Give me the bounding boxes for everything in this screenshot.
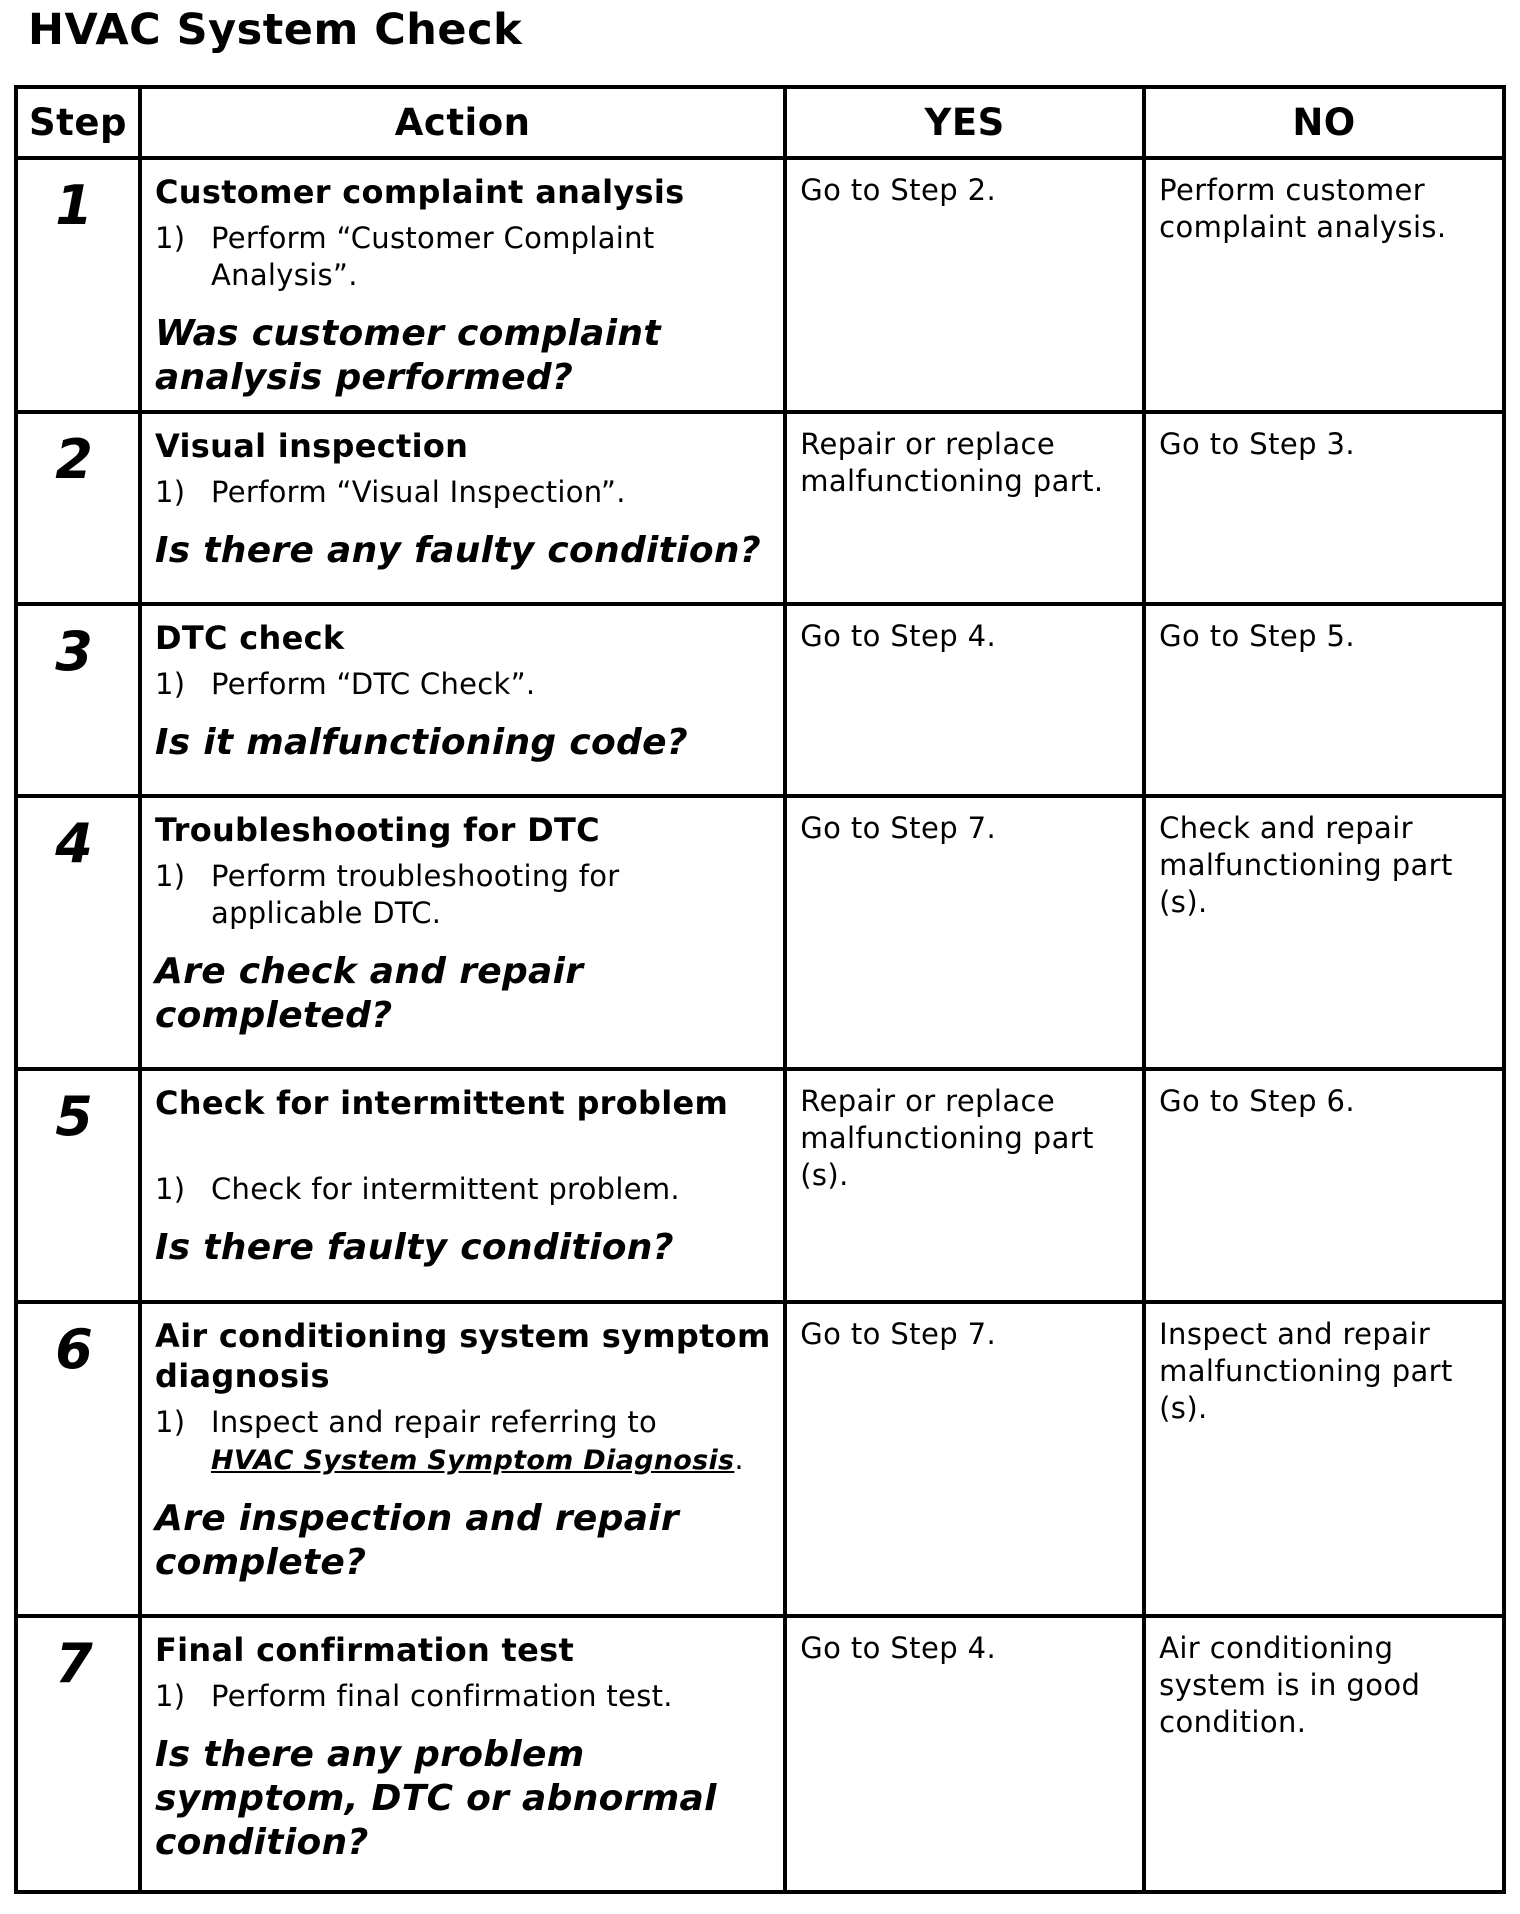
sub-step-text: Perform troubleshooting for applicable DTC. bbox=[211, 859, 620, 930]
hvac-check-table bbox=[14, 85, 1506, 1894]
yes-cell: Go to Step 2. bbox=[785, 158, 1144, 412]
step-cell bbox=[16, 158, 140, 412]
sub-step bbox=[155, 666, 773, 703]
question: Is there any problem symptom, DTC or abnormal condition? bbox=[155, 1734, 717, 1863]
table-row bbox=[16, 1616, 1504, 1892]
sub-step-number: 1) bbox=[155, 1172, 186, 1206]
step-number: 2 bbox=[55, 428, 93, 491]
table-header-row bbox=[16, 87, 1504, 158]
sub-step bbox=[155, 1171, 773, 1208]
step-number: 4 bbox=[55, 812, 93, 875]
action-cell bbox=[140, 1069, 785, 1302]
step-cell bbox=[16, 1302, 140, 1616]
action-cell bbox=[140, 412, 785, 604]
sub-step-text bbox=[211, 1404, 773, 1479]
header-yes: YES bbox=[785, 87, 1144, 158]
header-action: Action bbox=[140, 87, 785, 158]
header-step: Step bbox=[16, 87, 140, 158]
sub-step-number: 1) bbox=[155, 1405, 186, 1439]
action-cell bbox=[140, 1302, 785, 1616]
no-cell: Air conditioning system is in good condition. bbox=[1144, 1616, 1504, 1892]
sub-step-text-prefix: Inspect and repair referring to bbox=[211, 1405, 658, 1439]
sub-step bbox=[155, 858, 773, 932]
table-row bbox=[16, 1302, 1504, 1616]
sub-step-number: 1) bbox=[155, 859, 186, 893]
no-cell: Perform customer complaint analysis. bbox=[1144, 158, 1504, 412]
sub-step bbox=[155, 1678, 773, 1715]
sub-step-number: 1) bbox=[155, 667, 186, 701]
page-title: HVAC System Check bbox=[28, 5, 523, 55]
yes-cell: Repair or replace malfunctioning part (s). bbox=[785, 1069, 1144, 1302]
question: Is there any faulty condition? bbox=[155, 530, 761, 571]
question: Is it malfunctioning code? bbox=[155, 722, 688, 763]
action-cell bbox=[140, 158, 785, 412]
action-cell bbox=[140, 796, 785, 1069]
action-cell bbox=[140, 1616, 785, 1892]
question: Was customer complaint analysis performed? bbox=[155, 313, 661, 398]
header-no: NO bbox=[1144, 87, 1504, 158]
table-row bbox=[16, 604, 1504, 796]
action-cell bbox=[140, 604, 785, 796]
step-number: 1 bbox=[55, 174, 93, 237]
sub-step bbox=[155, 220, 773, 294]
no-cell: Go to Step 6. bbox=[1144, 1069, 1504, 1302]
question: Are inspection and repair complete? bbox=[155, 1498, 679, 1583]
yes-cell: Go to Step 7. bbox=[785, 796, 1144, 1069]
no-cell: Go to Step 3. bbox=[1144, 412, 1504, 604]
no-cell: Check and repair malfunctioning part (s). bbox=[1144, 796, 1504, 1069]
sub-step-text: Perform “Customer Complaint Analysis”. bbox=[211, 221, 655, 292]
action-title: Customer complaint analysis bbox=[155, 173, 685, 211]
step-number: 5 bbox=[55, 1085, 93, 1148]
step-cell bbox=[16, 604, 140, 796]
sub-step-number: 1) bbox=[155, 221, 186, 255]
no-cell: Go to Step 5. bbox=[1144, 604, 1504, 796]
action-title: Visual inspection bbox=[155, 427, 469, 465]
sub-step bbox=[155, 474, 773, 511]
no-cell: Inspect and repair malfunctioning part (s). bbox=[1144, 1302, 1504, 1616]
yes-cell: Repair or replace malfunctioning part. bbox=[785, 412, 1144, 604]
action-title: Troubleshooting for DTC bbox=[155, 811, 600, 849]
yes-cell: Go to Step 7. bbox=[785, 1302, 1144, 1616]
action-title: Final confirmation test bbox=[155, 1631, 575, 1669]
table-row bbox=[16, 796, 1504, 1069]
action-title: Check for intermittent problem bbox=[155, 1084, 729, 1122]
step-number: 6 bbox=[55, 1318, 93, 1381]
step-cell bbox=[16, 412, 140, 604]
action-title: Air conditioning system symptom diagnosis bbox=[155, 1317, 771, 1395]
table-row bbox=[16, 412, 1504, 604]
sub-step bbox=[155, 1404, 773, 1479]
question: Is there faulty condition? bbox=[155, 1227, 674, 1268]
table-row bbox=[16, 1069, 1504, 1302]
step-cell bbox=[16, 796, 140, 1069]
step-cell bbox=[16, 1616, 140, 1892]
step-number: 7 bbox=[55, 1632, 93, 1695]
yes-cell: Go to Step 4. bbox=[785, 1616, 1144, 1892]
sub-step-number: 1) bbox=[155, 475, 186, 509]
sub-step-text: Perform “DTC Check”. bbox=[211, 667, 536, 701]
table-row bbox=[16, 158, 1504, 412]
sub-step-text: Perform final confirmation test. bbox=[211, 1679, 673, 1713]
step-number: 3 bbox=[55, 620, 93, 683]
hvac-symptom-diagnosis-link[interactable]: HVAC System Symptom Diagnosis bbox=[211, 1445, 735, 1476]
sub-step-text-suffix: . bbox=[734, 1442, 744, 1476]
yes-cell: Go to Step 4. bbox=[785, 604, 1144, 796]
question: Are check and repair completed? bbox=[155, 951, 584, 1036]
sub-step-number: 1) bbox=[155, 1679, 186, 1713]
sub-step-text: Check for intermittent problem. bbox=[211, 1172, 680, 1206]
step-cell bbox=[16, 1069, 140, 1302]
sub-step-text: Perform “Visual Inspection”. bbox=[211, 475, 626, 509]
action-title: DTC check bbox=[155, 619, 345, 657]
